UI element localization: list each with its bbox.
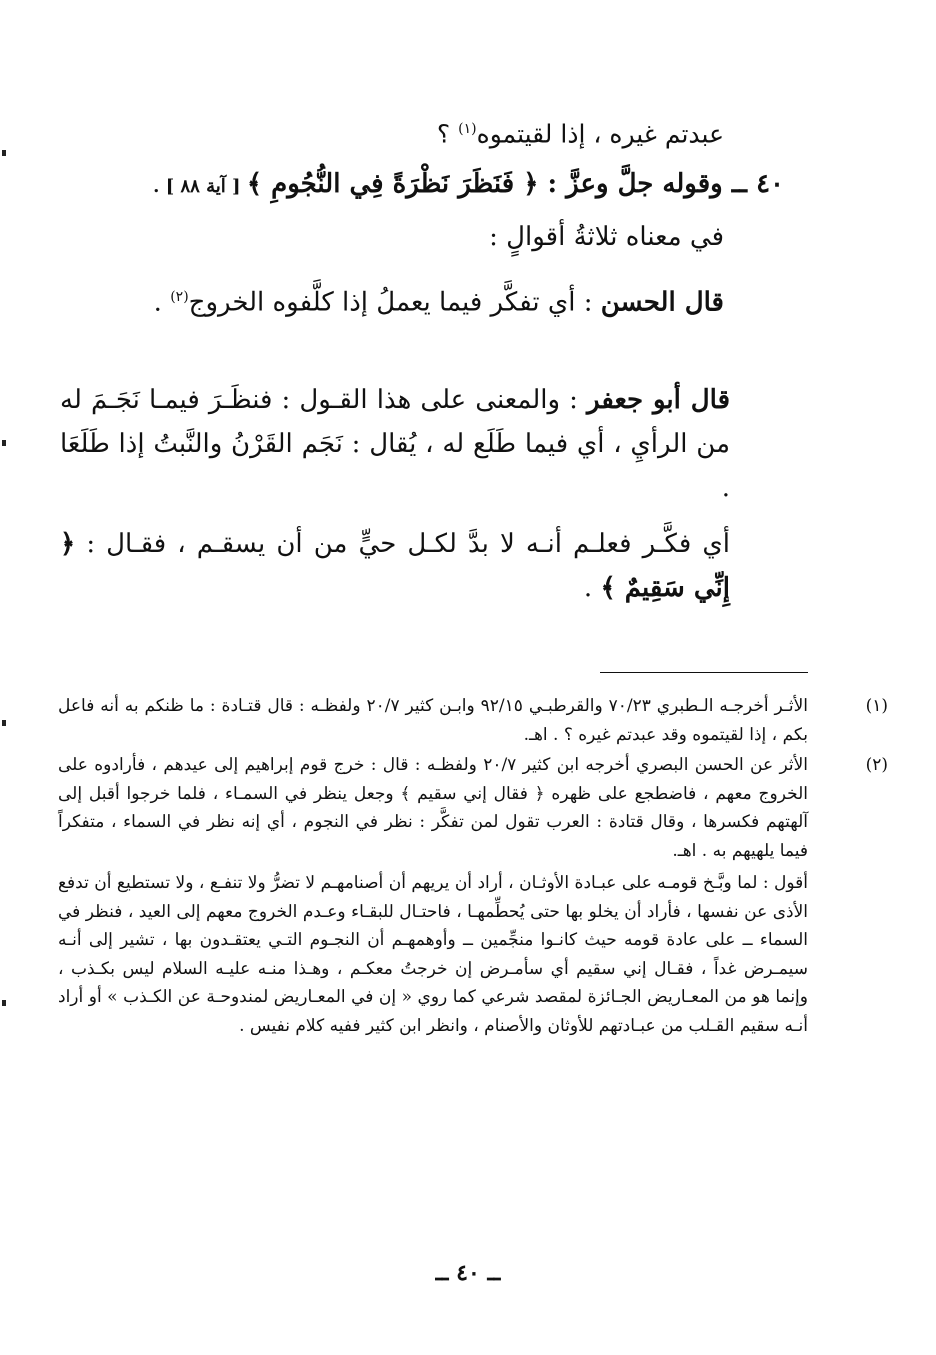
hasan-label: قال الحسن [600,287,724,318]
item-number: ٤٠ ــ [722,169,784,200]
margin-mark [2,440,6,446]
footnote-text: الأثر عن الحسن البصري أخرجه ابن كثير ٢٠/٧ ولفظـه : قال : خرج قوم إبراهيم إلى عيدهم ، فأرادوه على الخروج معهم ، فاضطجع على ظهره ﴿ فقال إني سقيم ﴾ وجعل ينظر في السمـاء ، فلما خرجوا أقبل إلى آلهتهم فكسرها ، وقال قتادة : العرب تقول لمن تفكَّر : نظر في النجوم ، أي إنه نظر في السماء ، متفكراً فيما يلهيهم به . اهـ. [58,755,808,861]
item-intro: وقوله جلَّ وعزَّ : [538,169,723,200]
footnote-text: الأثـر أخرجـه الـطبري ٧٠/٢٣ والقرطبـي ٩٢/١٥ وابـن كثير ٢٠/٧ ولفظـه : قال قتـادة : ما ظنكم به أنه فاعل بكم ، إذا لقيتموه وقد عبدتم غيره ؟ . اهـ. [58,696,808,745]
margin-mark [2,1000,6,1006]
quran-quote: ﴿ إِنِّي سَقِيمٌ ﴾ [60,529,730,603]
footnote-comment: أقول : لما وبَّـخ قومـه على عبـادة الأوثـان ، أراد أن يريهم أن أصنامهـم لا تضرُّ ولا تنفـع ، ولا تستطيع أن تدفع الأذى عن نفسها ، فأراد أن يخلو بها حتى يُحطِّمهـا ، فاحتـال للبقـاء وعـدم الخروج معهم إلى العيد ، فنظر في السماء ــ على عادة قومه حيث كانـوا منجِّمين ــ وأوهمهـم أن النجـوم التـي يعتقـدون بها ، تشير إلى أنـه سيمـرض غداً ، فقـال إني سقيم أي سأمـرض إن خرجتُ معكـم ، وهـذا منـه عليـه السلام ليس بكـذب ، وإنما هو من المعـاريض الجـائزة لمقصد شرعي كما روي « إن في المعـاريض لمندوحـة عن الكـذب » أو أراد أنـه سقيم القـلب من عبـادتهم للأوثان والأصنام ، وانظر ابن كثير ففيه كلام نفيس . [58,873,808,1036]
footnote-ref-1[interactable]: (١) [458,121,477,137]
margin-mark [2,150,6,156]
hasan-saying: قال الحسن : أي تفكَّر فيما يعملُ إذا كلَّفوه الخروج$^{(٢)}$ . [153,287,724,318]
footnote-ref-2[interactable]: (٢) [170,289,189,306]
footnote-number: (٢) [865,755,888,775]
footnotes [58,692,888,1040]
verse-heading-40 [153,165,784,206]
footnote-2 [58,751,888,1040]
margin-mark [2,720,6,726]
abu-jafar-label: قال أبو جعفر [587,385,730,415]
continuation-line: عبدتم غيره ، إذا لقيتموه$^{(١)}$ ؟ [436,119,724,149]
footnote-1 [58,692,888,749]
abu-jafar-paragraph: قال أبو جعفر : والمعنى على هذا القـول : فنظَـرَ فيمـا نَجَـمَ له من الرأيِ ، أي فيما طَلَع له ، يُقال : نَجَم القَرْنُ والنَّبتُ إذا طَلَعَا . [60,385,730,503]
meanings-intro: في معناه ثلاثةُ أقوالٍ : [489,222,724,253]
aya-reference: [ آية ٨٨ ] . [153,176,247,198]
page-number: ــ ٤٠ ــ [435,1260,501,1286]
main-text-top [153,110,784,322]
footnote-separator [600,672,808,673]
main-text-bottom [60,378,730,622]
sickness-paragraph: أي فكَّـر فعلـم أنـه لا بدَّ لكـل حيٍّ من أن يسقـم ، فقـال : ﴿ إِنِّي سَقِيمٌ ﴾ . [60,529,730,603]
footnote-number: (١) [865,696,888,716]
quran-quote: ﴿ فَنَظَرَ نَظْرَةً فِي النُّجُومِ ﴾ [246,169,539,200]
